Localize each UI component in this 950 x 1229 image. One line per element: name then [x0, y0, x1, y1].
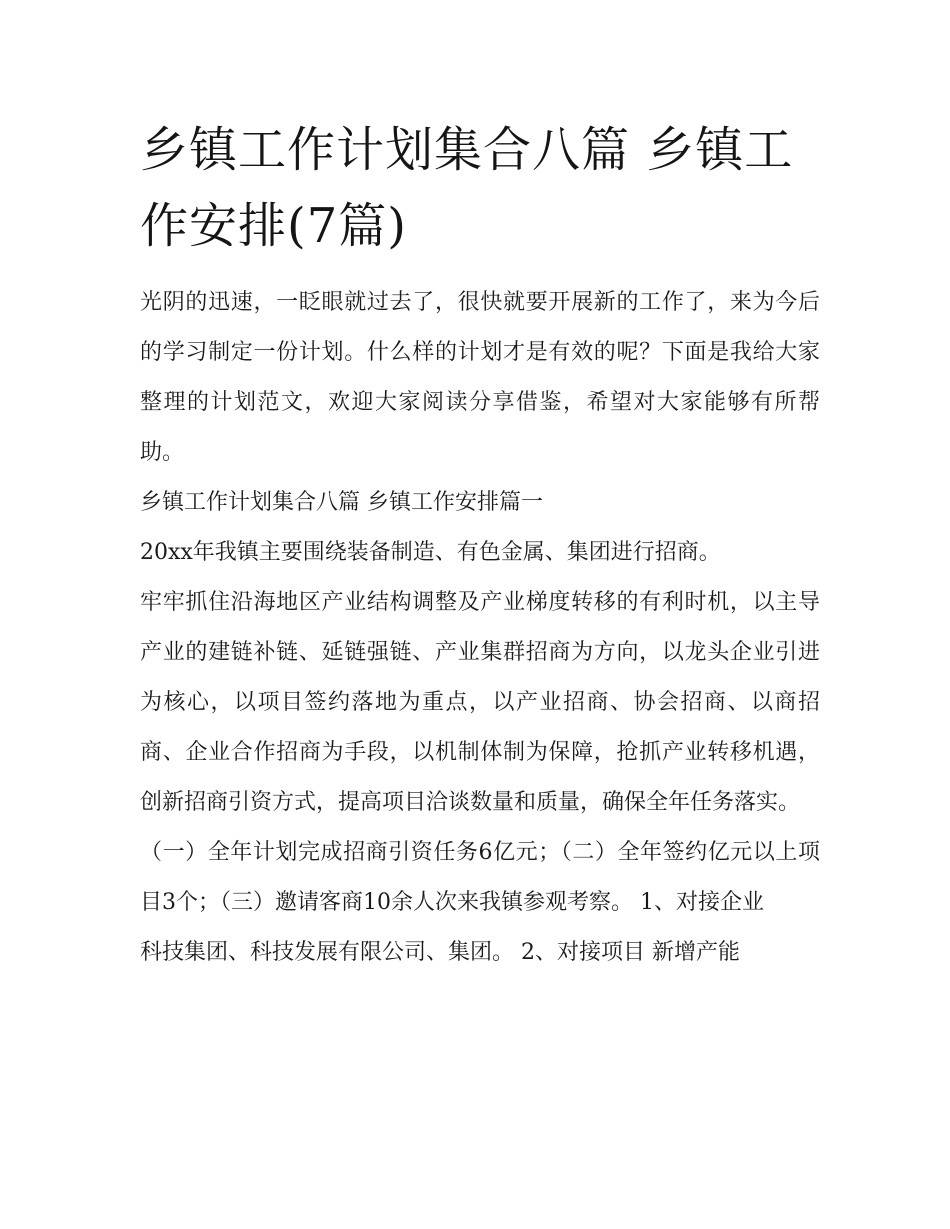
body-paragraph: 科技集团、科技发展有限公司、集团。 2、对接项目 新增产能	[140, 940, 740, 965]
intro-paragraph: 光阴的迅速，一眨眼就过去了，很快就要开展新的工作了，来为今后的学习制定一份计划。什么样的计划才是有效的呢？下面是我给大家整理的计划范文，欢迎大家阅读分享借鉴，希望对大家能够有所帮助。	[140, 290, 820, 465]
body-paragraph: 牢牢抓住沿海地区产业结构调整及产业梯度转移的有利时机，以主导产业的建链补链、延链强链、产业集群招商为方向，以龙头企业引进为核心，以项目签约落地为重点，以产业招商、协会招商、以商招商、企业合作招商为手段，以机制体制为保障，抢抓产业转移机遇，创新招商引资方式，提高项目洽谈数量和质量，确保全年任务落实。	[140, 590, 820, 815]
document-body	[140, 278, 820, 978]
section-heading: 乡镇工作计划集合八篇 乡镇工作安排篇一	[140, 490, 543, 515]
document-page	[140, 112, 820, 978]
body-paragraph: （一）全年计划完成招商引资任务6亿元；（二）全年签约亿元以上项目3个；（三）邀请客商10余人次来我镇参观考察。 1、对接企业	[140, 840, 820, 915]
document-title: 乡镇工作计划集合八篇 乡镇工作安排(7篇)	[140, 122, 794, 254]
body-paragraph: 20xx年我镇主要围绕装备制造、有色金属、集团进行招商。	[140, 540, 721, 565]
